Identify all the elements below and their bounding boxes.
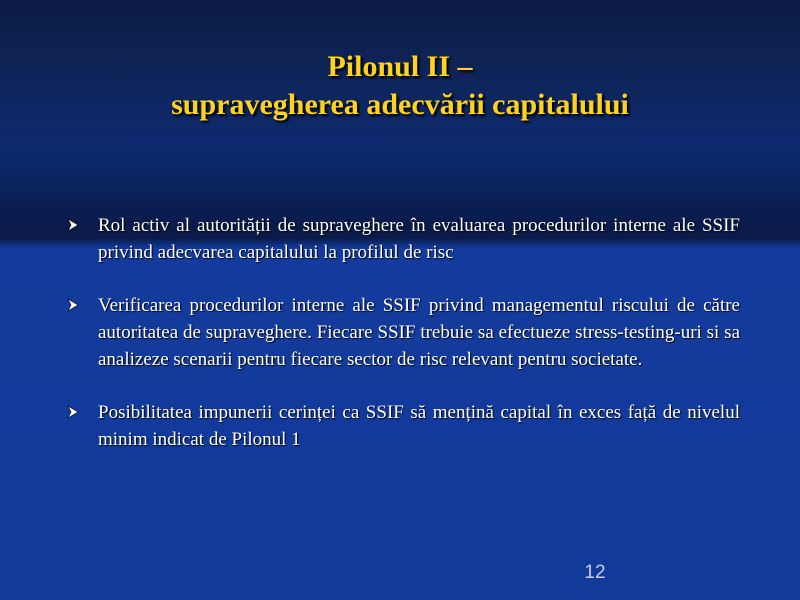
arrowhead-bullet-icon bbox=[66, 405, 80, 419]
bullet-item bbox=[66, 212, 740, 266]
bullet-text: Posibilitatea impunerii cerinței ca SSIF să mențină capital în exces față de nivelul minim indicat de Pilonul 1 bbox=[98, 402, 740, 450]
bullet-item bbox=[66, 399, 740, 453]
page-number: 12 bbox=[584, 562, 606, 583]
slide-title bbox=[0, 48, 800, 124]
bullet-text: Rol activ al autorității de supraveghere în evaluarea procedurilor interne ale SSIF privind adecvarea capitalului la profilul de risc bbox=[98, 215, 740, 263]
bullet-list bbox=[66, 212, 740, 479]
slide-title-line-2: supravegherea adecvării capitalului bbox=[171, 88, 629, 121]
bullet-text: Verificarea procedurilor interne ale SSIF privind managementul riscului de către autoritatea de supraveghere. Fiecare SSIF trebuie sa efectueze stress-testing-uri si sa analizeze scenarii pentru fiecare sector de risc relevant pentru societate. bbox=[98, 295, 740, 370]
arrowhead-bullet-icon bbox=[66, 218, 80, 232]
arrowhead-bullet-icon bbox=[66, 298, 80, 312]
slide-title-line-1: Pilonul II – bbox=[327, 50, 473, 83]
bullet-item bbox=[66, 292, 740, 373]
